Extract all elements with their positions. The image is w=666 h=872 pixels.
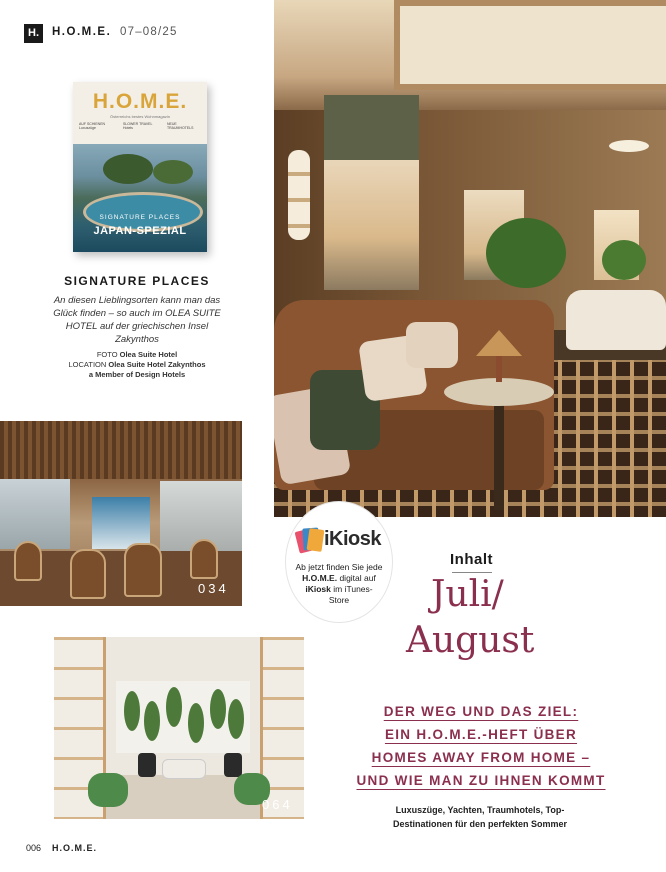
- contents-label: Inhalt: [450, 551, 493, 568]
- table-leg: [494, 400, 504, 510]
- chair: [70, 549, 106, 599]
- window: [0, 479, 70, 549]
- ikiosk-line: Store: [328, 595, 350, 605]
- contents-title-line2: August: [406, 620, 535, 661]
- headline-line: UND WIE MAN ZU IHNEN KOMMT: [356, 773, 606, 788]
- cover-teasers: [79, 122, 203, 130]
- cover-label-big: JAPAN-SPEZIAL: [93, 225, 187, 237]
- issue-date: 07–08/25: [120, 26, 178, 38]
- leaf: [144, 701, 160, 741]
- wall-sconce: [288, 150, 310, 240]
- page-reference: 064: [262, 797, 293, 812]
- cover-teaser: AUF SCHIENEN Luxuszüge: [79, 122, 106, 130]
- credit-value: a Member of Design Hotels: [88, 370, 186, 379]
- ceiling-light: [609, 140, 649, 152]
- cover-subtitle: Österreichs bestes Wohnmagazin: [110, 114, 170, 119]
- divider: [452, 572, 492, 573]
- page-number: 006: [26, 843, 42, 853]
- contents-subline: [360, 803, 600, 831]
- ikiosk-bold: iKiosk: [305, 584, 331, 594]
- window-blind: [324, 95, 419, 165]
- leaf: [210, 689, 226, 729]
- train-interior-photo[interactable]: [274, 0, 666, 517]
- headline-line: DER WEG UND DAS ZIEL:: [383, 704, 579, 719]
- page-reference: 034: [198, 581, 229, 596]
- subline-text: Luxuszüge, Yachten, Traumhotels, Top-: [395, 805, 565, 815]
- ceiling-panel: [394, 0, 666, 90]
- location-credit: [52, 360, 222, 370]
- ceiling: [0, 421, 242, 479]
- logo-icon: H.: [24, 24, 43, 43]
- leaf: [188, 703, 204, 743]
- member-credit: [52, 370, 222, 380]
- credit-label: FOTO: [96, 350, 118, 359]
- cover-teaser: NEUE TRAUMHOTELS: [167, 122, 194, 130]
- chair: [224, 753, 242, 777]
- leaf: [228, 699, 244, 739]
- cover-title: H.O.M.E.: [92, 90, 188, 113]
- ikiosk-bold: H.O.M.E.: [302, 573, 338, 583]
- magazine-cover[interactable]: [73, 82, 207, 252]
- signature-text: An diesen Lieblingsorten kann man das Glück finden – so auch im OLEA SUITE HOTEL auf der griechischen Insel Zakynthos: [53, 295, 221, 345]
- leaf: [124, 691, 140, 731]
- plant: [602, 240, 646, 280]
- chair: [138, 753, 156, 777]
- chair: [190, 539, 218, 579]
- credit-label: LOCATION: [68, 360, 107, 369]
- credit-value: Olea Suite Hotel Zakynthos: [108, 360, 206, 369]
- footer-magazine-name: H.O.M.E.: [52, 843, 98, 853]
- lamp-stem: [496, 354, 502, 382]
- restaurant-photo[interactable]: [0, 421, 242, 606]
- credit-value: Olea Suite Hotel: [119, 350, 178, 359]
- ikiosk-line: digital auf: [337, 573, 376, 583]
- tree-shape: [153, 160, 193, 184]
- ikiosk-line: im iTunes-: [330, 584, 373, 594]
- mural: [92, 497, 150, 549]
- lounge-photo[interactable]: [54, 637, 304, 819]
- ikiosk-badge[interactable]: [286, 502, 392, 622]
- plant: [486, 218, 566, 288]
- signature-title: SIGNATURE PLACES: [64, 274, 210, 288]
- sofa: [162, 759, 206, 779]
- green-wall: [116, 681, 250, 753]
- window: [324, 160, 419, 290]
- chair: [14, 541, 42, 581]
- contents-title-line1: Juli/: [431, 574, 504, 615]
- chair: [124, 543, 162, 597]
- chair: [88, 773, 128, 807]
- pillow: [406, 322, 458, 368]
- headline-line: EIN H.O.M.E.-HEFT ÜBER: [384, 727, 578, 742]
- ikiosk-line: Ab jetzt finden Sie jede: [295, 562, 383, 572]
- headline-line: HOMES AWAY FROM HOME –: [371, 750, 591, 765]
- side-table: [444, 378, 554, 406]
- photo-credit: [52, 350, 222, 360]
- ikiosk-brand: iKiosk: [324, 528, 382, 550]
- magazine-name: H.O.M.E.: [52, 26, 112, 38]
- ikiosk-text: [292, 562, 386, 606]
- subline-text: Destinationen für den perfekten Sommer: [392, 819, 568, 829]
- contents-headline: [330, 700, 632, 792]
- armchair: [566, 290, 666, 350]
- leaf: [166, 687, 182, 727]
- tree-shape: [103, 154, 153, 184]
- cover-teaser: SLOWER TRAVEL Hotels: [123, 122, 153, 130]
- ikiosk-icon: [297, 526, 323, 556]
- cover-label-small: SIGNATURE PLACES: [99, 214, 181, 221]
